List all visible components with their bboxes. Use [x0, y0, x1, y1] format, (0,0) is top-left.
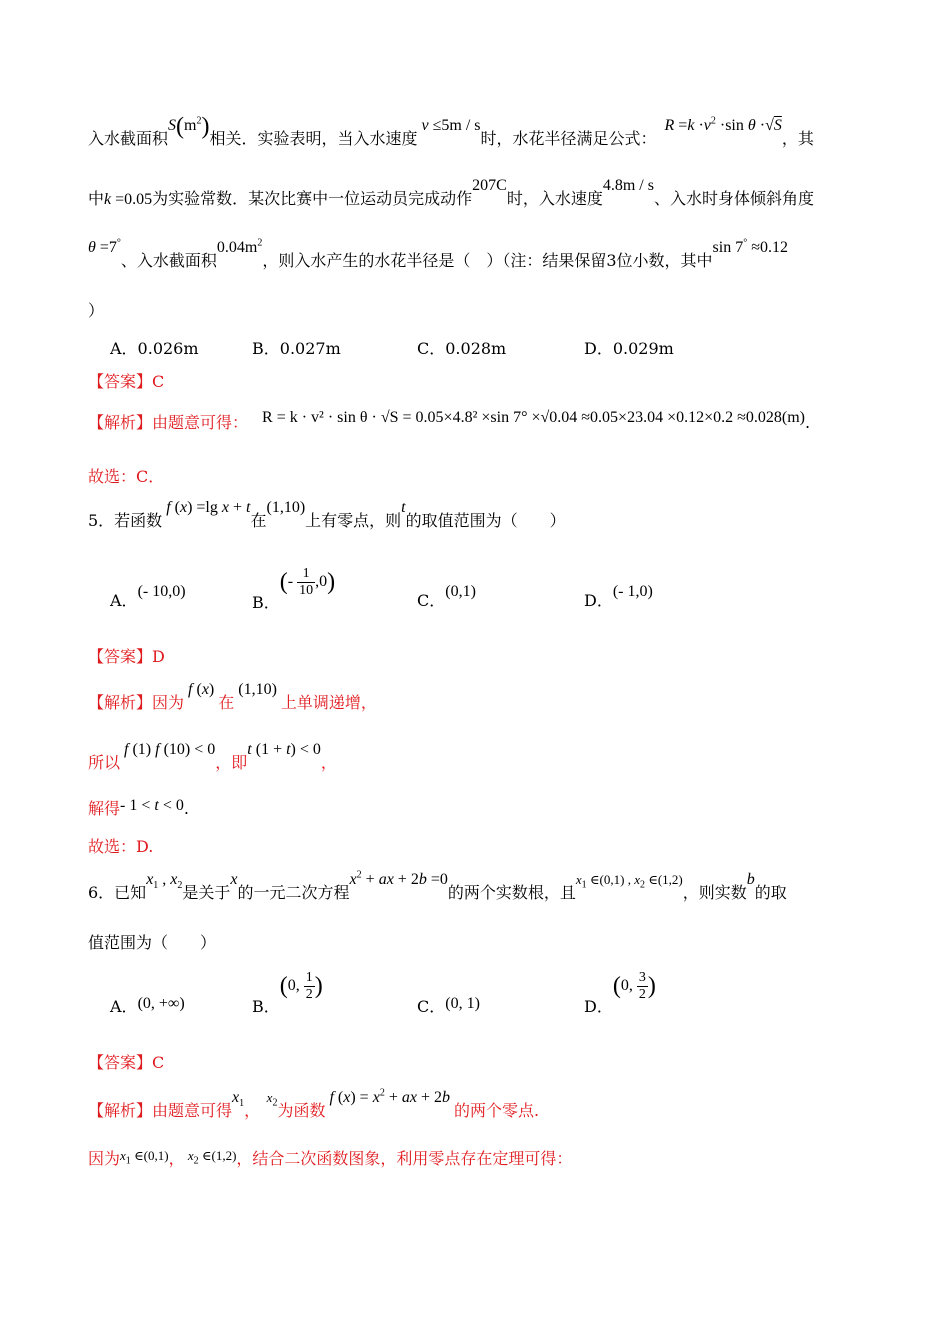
q5-text: ，: [320, 753, 337, 772]
q6-text: 的两个实数根，且: [447, 883, 576, 902]
q4-line-3: [88, 237, 788, 273]
q6-text: 为函数: [277, 1101, 326, 1120]
q4-option-c: C．0.028m: [417, 339, 507, 358]
math-t-ineq: t (1 + t) < 0: [247, 741, 321, 758]
q5-option-d: D．(- 1,0): [584, 583, 653, 610]
q5-answer: 【答案】D: [88, 647, 165, 666]
q4-text: ，则入水产生的水花半径是（ ）（注：结果保留3位小数，其中: [262, 251, 713, 270]
analysis-label: 【解析】: [88, 693, 153, 712]
math-root-ranges: x1 ∈(0,1) , x2 ∈(1,2): [575, 872, 683, 891]
math-fx: f (x): [188, 681, 219, 698]
q5-text: 解得: [88, 799, 121, 818]
q6-option-b: B．(0, $\frac{1}{2}$ ): [252, 970, 323, 1017]
math-equation: $x^2$ + ax + 2b =0: [349, 869, 448, 888]
q4-option-b: B．0.027m: [252, 339, 341, 358]
math-roots: $x_1$ , $x_2$: [146, 871, 183, 892]
q5-text: ，即: [215, 753, 248, 772]
q4-analysis: [88, 409, 811, 435]
q5-stem: [88, 499, 566, 533]
q5-option-c: C．(0,1): [417, 583, 476, 610]
q6-text: 的一元二次方程: [237, 883, 350, 902]
q6-option-d: D．(0, $\frac{3}{2}$ ): [584, 970, 656, 1017]
math-interval-5b: (1,10): [234, 681, 281, 698]
q6-text: 6．已知: [88, 883, 147, 902]
math-x1: $x_1$: [232, 1089, 245, 1110]
math-formula: $R =k \cdot v^2 \cdot\sin$ θ ·√S: [664, 115, 782, 134]
q6-stem-2: 值范围为（ ）: [88, 933, 217, 952]
q4-text: ，其: [781, 129, 814, 148]
q5-option-a: A．(- 10,0): [110, 583, 186, 610]
q5-text: 的取值范围为（ ）: [405, 511, 566, 530]
q4-line-2: [88, 177, 814, 211]
q4-option-d: D．0.029m: [584, 339, 674, 358]
q6-text: 因为: [88, 1149, 121, 1168]
q5-text: 在: [218, 693, 235, 712]
math-207c: 207C: [472, 177, 507, 194]
q4-text: 时，入水速度: [506, 189, 603, 208]
q4-text: 相关．实验表明，当入水速度: [209, 129, 418, 148]
math-product: f (1) f (10) < 0: [124, 741, 216, 758]
q5-text: 上有零点，则: [305, 511, 402, 530]
q5-conclusion: 故选：D.: [88, 837, 154, 856]
math-x1-range: x1 ∈(0,1): [120, 1148, 169, 1167]
q5-analysis-1: [88, 681, 377, 715]
math-f5: f (x) =lg x + t: [166, 499, 251, 516]
math-x: x: [230, 871, 238, 888]
math-b: b: [746, 871, 755, 888]
q4-text: 、入水时身体倾斜角度: [653, 189, 814, 208]
q4-text: 中: [88, 189, 105, 208]
q5-text: 上单调递增，: [280, 693, 377, 712]
analysis-label: 【解析】: [88, 413, 153, 432]
q5-analysis-2: [88, 741, 337, 775]
q6-text: ，则实数: [682, 883, 747, 902]
q6-analysis-1: [88, 1087, 540, 1123]
math-speed: 4.8m / s: [602, 177, 654, 194]
math-sin7: sin 7° ≈0.12: [712, 237, 788, 256]
q4-text: 为实验常数．某次比赛中一位运动员完成动作: [152, 189, 473, 208]
q5-text: 所以: [88, 753, 121, 772]
math-speed-cond: v ≤5m / s: [421, 117, 481, 134]
math-area-value: $0.04m^2$: [216, 237, 263, 256]
q4-text: 、入水截面积: [120, 251, 217, 270]
math-t: t: [401, 499, 406, 516]
q6-text: 的两个零点.: [453, 1101, 540, 1120]
q4-line-4: [88, 300, 104, 322]
q6-text: 是关于: [182, 883, 231, 902]
period: .: [183, 799, 189, 818]
analysis-label: 【解析】: [88, 1101, 153, 1120]
math-theta: θ =7°: [88, 237, 121, 256]
q5-text: 5．若函数: [88, 511, 163, 530]
math-solution-5: - 1 < t < 0: [120, 797, 184, 814]
period: .: [805, 413, 811, 432]
q4-line-1: [88, 113, 814, 151]
q5-text: 因为: [152, 693, 185, 712]
q5-analysis-3: [88, 798, 189, 821]
math-x2: x2: [266, 1090, 278, 1109]
q6-text: ，结合二次函数图象，利用零点存在定理可得：: [236, 1149, 573, 1168]
q4-answer: 【答案】C: [88, 372, 165, 391]
q6-answer: 【答案】C: [88, 1053, 165, 1072]
math-x2-range: x2 ∈(1,2): [187, 1148, 237, 1167]
math-solution: R = k · v² · sin θ · √S = 0.05×4.8² ×sin 7° ×√0.04 ≈0.05×23.04 ×0.12×0.2 ≈0.028(m): [262, 409, 805, 426]
q6-text: 由题意可得: [152, 1101, 233, 1120]
q4-text: ）: [88, 301, 105, 320]
q6-text: 的取: [754, 883, 787, 902]
q4-conclusion: 故选：C．: [88, 467, 165, 486]
q6-analysis-2: [88, 1148, 572, 1171]
q4-text: 入水截面积: [88, 129, 169, 148]
math-k: k =0.05: [104, 191, 153, 208]
q5-text: 在: [250, 511, 267, 530]
math-fx6: f $(x) = x^2$ + ax + 2b: [329, 1087, 450, 1106]
q4-option-a: A．0.026m: [110, 339, 199, 358]
q6-text: ，: [244, 1101, 261, 1120]
math-interval-5: (1,10): [266, 499, 306, 516]
q6-text: ，: [168, 1149, 185, 1168]
q5-option-b: B．(- $\frac{1}{10}$ ,0): [252, 566, 336, 613]
q6-option-c: C．(0, 1): [417, 995, 480, 1016]
q4-text: 时，水花半径满足公式：: [480, 129, 657, 148]
math-area: $S(m^2)$: [168, 113, 210, 140]
analysis-text: 由题意可得：: [152, 413, 249, 432]
q6-option-a: A．(0, +∞): [110, 995, 185, 1016]
